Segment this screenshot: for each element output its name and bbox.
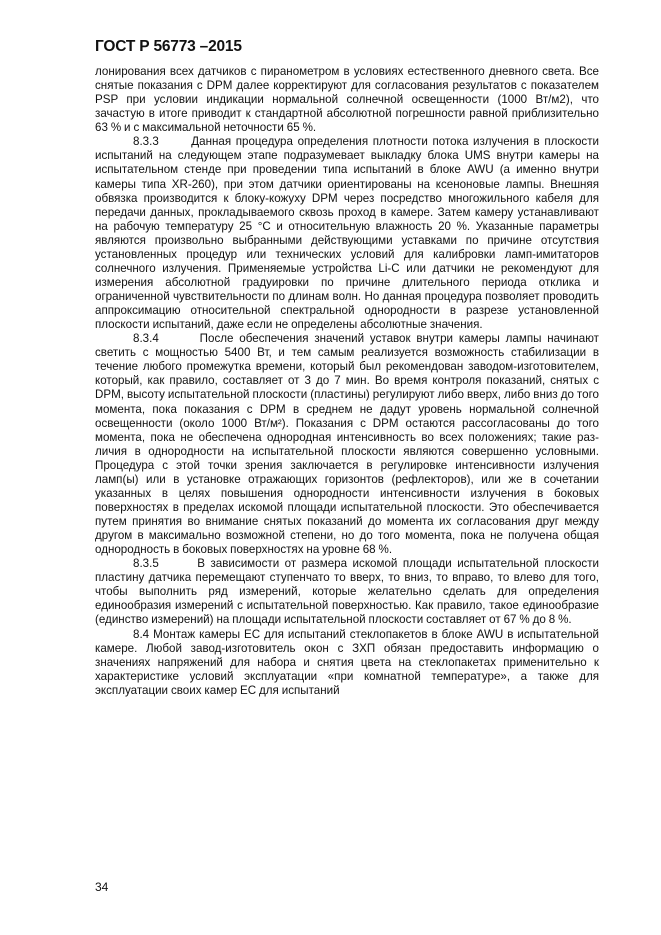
section-gap xyxy=(159,135,191,148)
section-gap xyxy=(159,332,200,345)
paragraph-text: После обеспечения значений уставок внутри камеры лампы начинают светить с мощностью 5400 Вт, и тем самым реализуется возможность стабилизации в течение любого промежутка времени, который был рекомендован заводом-изготовителем, который, как правило, составляет от 3 до 7 мин. Во время контроля показаний, снятых с DPM, высоту испытательной плоскости (пластины) регулируют либо вверх, либо вниз до того момента, пока показания с DPM в среднем не дадут уровень нормальной солнечной освещенности (около 1000 Вт/м²). Показания с DPM остаются рассогласованы до того момента, пока не обеспечена однородная интенсивность во всех положениях; такие различия в однородности на испытательной плоскости являются совершенно условными. Процедура с этой точки зрения заключается в регулировке интенсивности излучения ламп(ы) или в установке отражающих горизонтов (рефлекторов), или же в сочетании указанных в целях повышения однородности интенсивности излучения в боковых поверхностях в пределах искомой площади испытательной плоскости. Это обеспечивается путем принятия во внимание снятых показаний до момента их согласования друг между другом в максимально возможной степени, но до того момента, пока не получена общая однородность в боковых поверхностях на уровне 68 %. xyxy=(95,332,599,557)
document-body xyxy=(95,65,599,698)
paragraph-8-3-4 xyxy=(95,332,599,557)
document-title: ГОСТ Р 56773 –2015 xyxy=(95,38,242,55)
section-gap xyxy=(159,557,197,570)
section-number: 8.4 xyxy=(133,627,150,641)
paragraph-8-3-3 xyxy=(95,135,599,332)
section-number: 8.3.4 xyxy=(133,332,159,346)
page-number: 34 xyxy=(95,880,109,894)
paragraph-text: Данная процедура определения плотности потока излучения в плоскости испытаний на следующем этапе подразумевает выкладку блока UMS внутри камеры на испытательном стенде при проведении типа испытаний в блоке AWU (а именно внутри камеры типа XR-260), при этом датчики ориентированы на ксеноновые лампы. Внешняя обвязка производится к блоку-кожуху DPM через посредство многожильного кабеля для передачи данных, прокладываемого сквозь проход в камере. Затем камеру устанавливают на рабочую температуру 25 °С и относительную влажность 20 %. Указанные параметры являются произвольно выбранными действующими уставками по причине отсутствия установленных процедур или технических условий для калибровки ламп-имитаторов солнечного излучения. Применяемые устройства Li-C или датчики не рекомендуют для измерения абсолютной градуировки по причине длительного периода отклика и ограниченной чувствительности по длинам волн. Но данная процедура позволяет проводить аппроксимацию относительной спектральной однородности в разрезе установленной плоскости испытаний, даже если не определены абсолютные значения. xyxy=(95,135,599,332)
paragraph-continued xyxy=(95,65,599,135)
section-number: 8.3.3 xyxy=(133,135,159,149)
paragraph-8-3-5 xyxy=(95,557,599,627)
section-number: 8.3.5 xyxy=(133,557,159,571)
paragraph-text: Монтаж камеры ЕС для испытаний стеклопакетов в блоке AWU в испытательной камере. Любой завод-изготовитель окон с ЗХП обязан предоставить информацию о значениях напряжений для набора и снятия цвета на стеклопакетах применительно к характеристике условий эксплуатации «при комнатной температуре», а также для эксплуатации своих камер ЕС для испытаний xyxy=(95,627,600,697)
document-header xyxy=(95,38,242,56)
paragraph-text: В зависимости от размера искомой площади испытательной плоскости пластину датчика перемещают ступенчато то вверх, то вниз, то вправо, то влево для того, чтобы выполнить ряд измерений, которые желательно сделать для определения единообразия измерений с испытательной поверхностью. Как правило, такое единообразие (единство измерений) на площади испытательной плоскости составляет от 67 % до 8 %. xyxy=(95,557,599,627)
paragraph-8-4 xyxy=(95,628,599,698)
paragraph-text: лонирования всех датчиков с пиранометром в условиях естественного дневного света. Все снятые показания с DPM далее корректируют для согласования результатов с показателем PSP при условии индикации нормальной солнечной освещенности (1000 Вт/м2), что зачастую в итоге приводит к стандартной абсолютной погрешности равной приблизительно 63 % и с максимальной неточности 65 %. xyxy=(95,65,599,135)
